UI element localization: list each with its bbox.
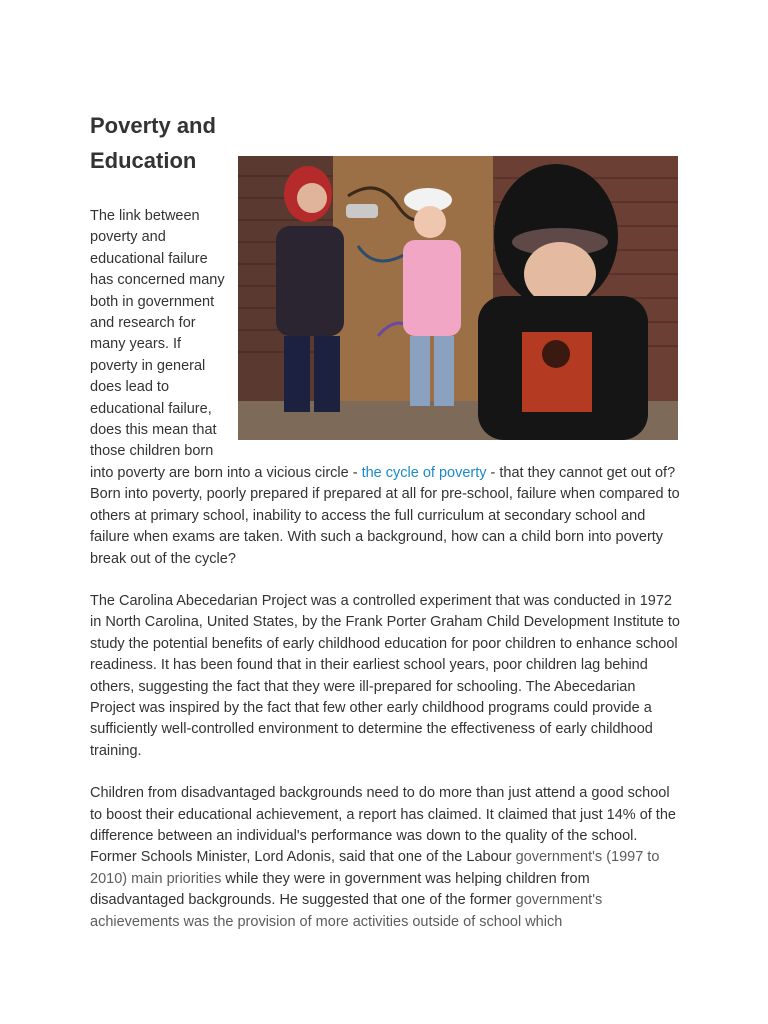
- title-line-2: Education: [90, 148, 197, 173]
- p3-text-a: Children from disadvantaged backgrounds need to do more than just attend a good school to boost their educational achievement, a report has claimed. It claimed that just 14% of the difference between an individual's performance was down to the quality of the school. Former Schools Minister, Lord Adonis, said that one of the Labour: [90, 785, 676, 866]
- article-body: [90, 206, 680, 933]
- image-float-spacer: [225, 206, 680, 442]
- cycle-of-poverty-link[interactable]: the cycle of poverty: [361, 464, 487, 481]
- paragraph-2: The Carolina Abecedarian Project was a controlled experiment that was conducted in 1972 in North Carolina, United States, by the Frank Porter Graham Child Development Institute to study the potential benefits of early childhood education for poor children to enhance school readiness. It has been found that in their earliest school years, poor children lag behind others, suggesting the fact that they were ill-prepared for schooling. The Abecedarian Project was inspired by the fact that few other early childhood programs could provide a sufficiently well-controlled environment to determine the effectiveness of early childhood training.: [90, 592, 680, 759]
- title-line-1: Poverty and: [90, 113, 216, 138]
- article: [90, 108, 680, 930]
- p3-text-d: government's achievements was the provision of more activities outside of school which: [90, 892, 603, 930]
- p1-text-after: - that they cannot get out of? Born into poverty, poorly prepared if prepared at all for pre-school, failure when compared to others at primary school, inability to access the full curriculum at secondary school and failure when exams are taken. With such a background, how can a child born into poverty break out of the cycle?: [90, 464, 680, 567]
- paragraph-1: [90, 206, 680, 570]
- p3-text-c: while they were in government was helping children from disadvantaged backgrounds. He suggested that one of the former: [90, 870, 590, 909]
- article-title: [90, 108, 230, 178]
- p1-text-before: The link between poverty and educational failure has concerned many both in government and research for many years. If poverty in general does lead to educational failure, does this mean that those children born into poverty are born into a vicious circle -: [90, 208, 362, 481]
- p3-text-b: government's (1997 to 2010) main priorities: [90, 849, 660, 887]
- paragraph-3: [90, 783, 680, 933]
